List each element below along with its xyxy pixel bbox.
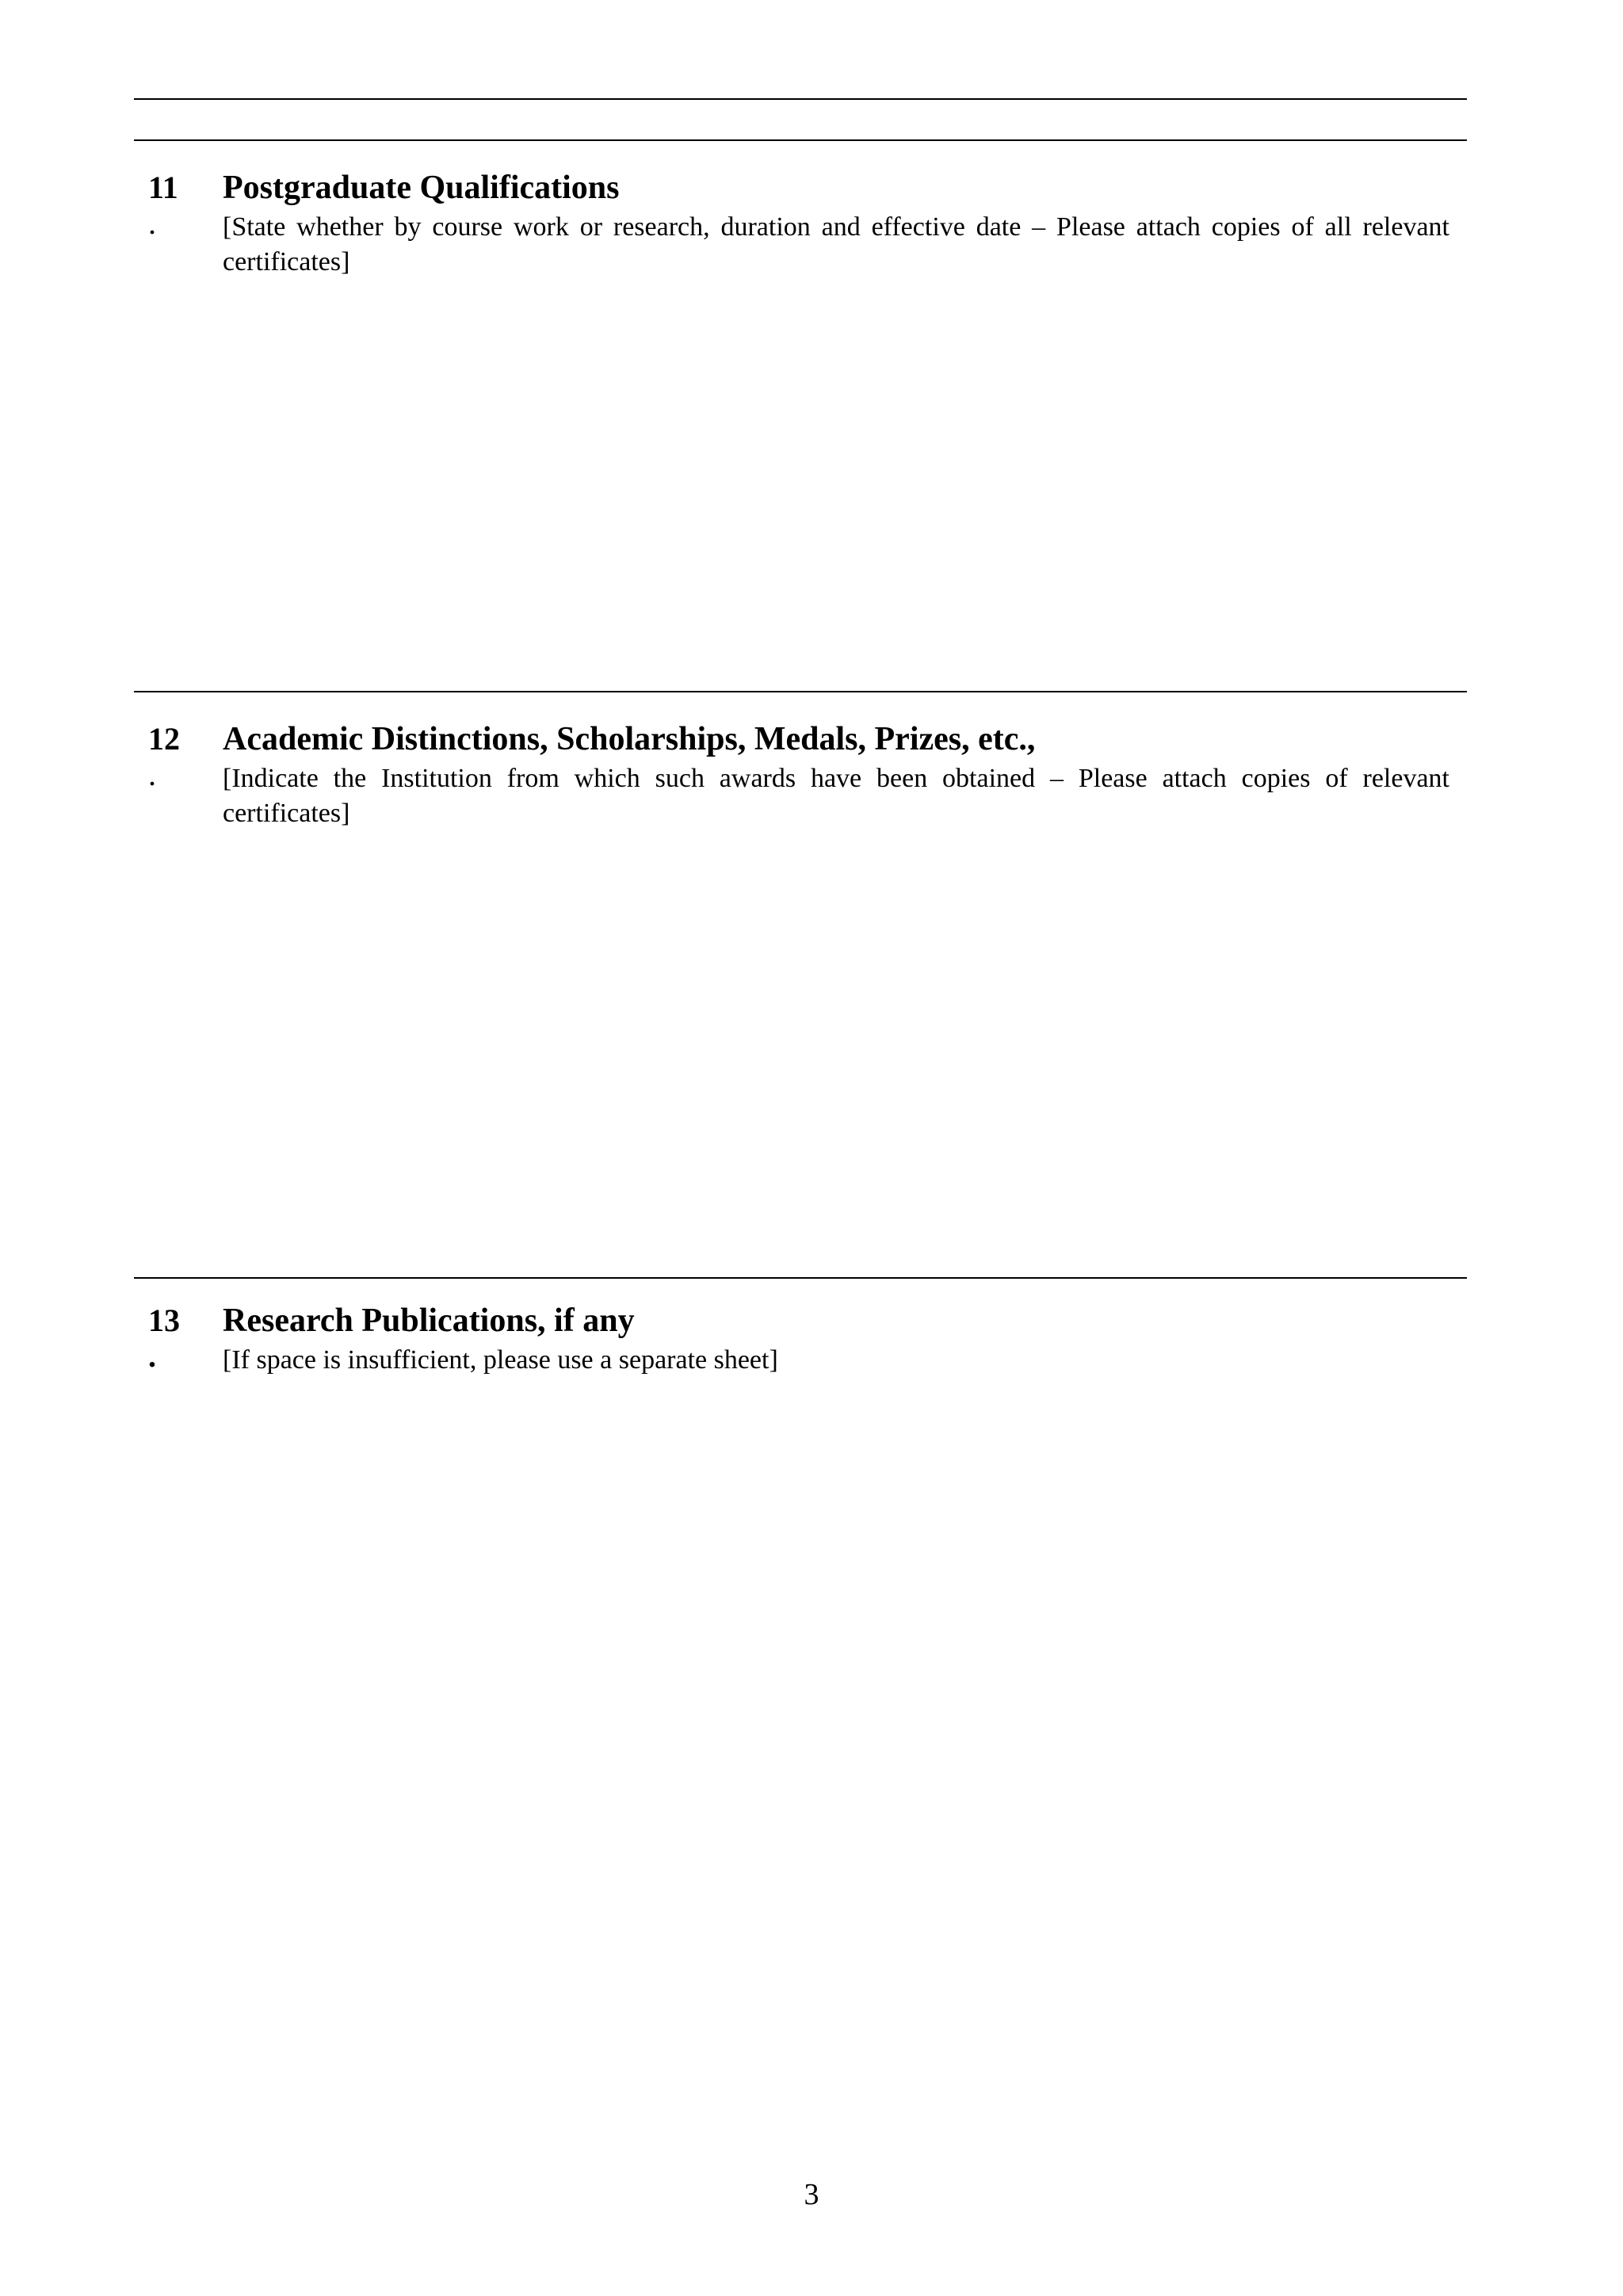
section-title: Academic Distinctions, Scholarships, Medals, Prizes, etc., (223, 721, 1036, 757)
page-number: 3 (804, 2178, 819, 2211)
section-number-dot: . (148, 1338, 156, 1374)
section-title: Postgraduate Qualifications (223, 170, 620, 206)
section-number: 11 (148, 170, 178, 205)
section-instructions: [State whether by course work or research, duration and effective date – Please attach copies of all relevant certificates] (223, 212, 1449, 277)
section-number-dot: . (148, 757, 156, 792)
section-number: 13 (148, 1302, 180, 1338)
section-instructions: [Indicate the Institution from which such awards have been obtained – Please attach copies of relevant certificates] (223, 764, 1449, 828)
section-number-dot: . (148, 205, 156, 241)
section-divider-1 (134, 691, 1467, 692)
section-number: 12 (148, 721, 180, 757)
top-rule-2 (134, 139, 1467, 141)
section-divider-2 (134, 1277, 1467, 1279)
section-instructions: [If space is insufficient, please use a separate sheet] (223, 1345, 778, 1375)
top-rule-1 (134, 98, 1467, 100)
section-title: Research Publications, if any (223, 1302, 635, 1339)
